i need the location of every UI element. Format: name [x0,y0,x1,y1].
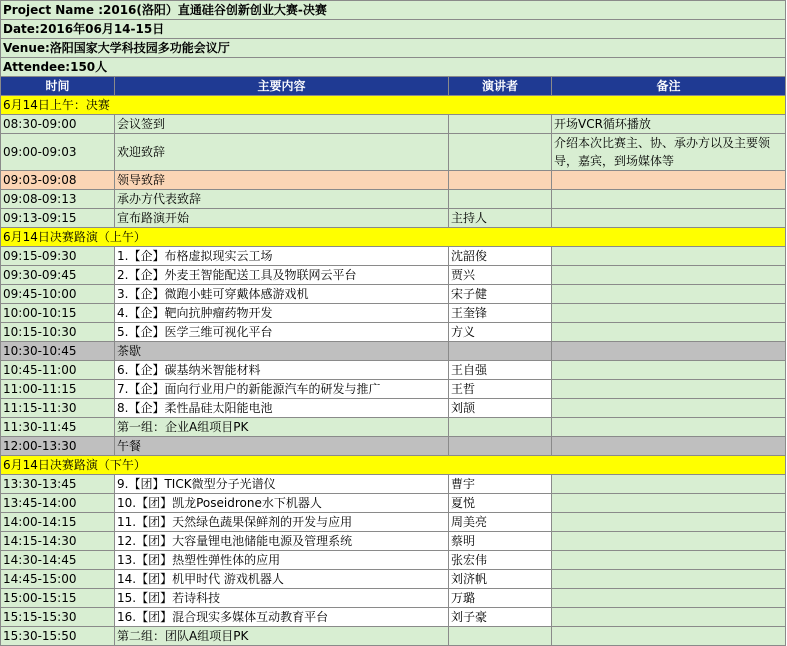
agenda-row [1,627,786,646]
cell-speaker[interactable]: 曹宇 [449,475,552,494]
agenda-row [1,380,786,399]
cell-note[interactable] [552,361,786,380]
cell-time[interactable]: 09:08-09:13 [1,190,115,209]
cell-time[interactable]: 15:30-15:50 [1,627,115,646]
cell-speaker[interactable]: 王哲 [449,380,552,399]
cell-time[interactable]: 09:13-09:15 [1,209,115,228]
section-row [1,228,786,247]
cell-speaker[interactable]: 刘颉 [449,399,552,418]
cell-note[interactable]: 介绍本次比赛主、协、承办方以及主要领导，嘉宾，到场媒体等 [552,134,786,171]
cell-time[interactable]: 15:00-15:15 [1,589,115,608]
project-name[interactable]: Project Name :2016(洛阳）直通硅谷创新创业大赛-决赛 [1,1,786,20]
agenda-row [1,361,786,380]
cell-content[interactable]: 1.【企】布格虚拟现实云工场 [115,247,449,266]
cell-content[interactable]: 11.【团】天然绿色蔬果保鲜剂的开发与应用 [115,513,449,532]
agenda-row [1,570,786,589]
cell-content[interactable]: 第一组：企业A组项目PK [115,418,449,437]
agenda-row [1,589,786,608]
agenda-row [1,437,786,456]
column-header-time[interactable]: 时间 [1,77,115,96]
cell-time[interactable]: 10:45-11:00 [1,361,115,380]
cell-note[interactable] [552,380,786,399]
agenda-row [1,304,786,323]
cell-speaker[interactable]: 主持人 [449,209,552,228]
cell-speaker[interactable]: 王奎锋 [449,304,552,323]
cell-time[interactable]: 14:15-14:30 [1,532,115,551]
cell-content[interactable]: 会议签到 [115,115,449,134]
column-header-content[interactable]: 主要内容 [115,77,449,96]
cell-time[interactable]: 10:00-10:15 [1,304,115,323]
cell-speaker[interactable] [449,437,552,456]
cell-time[interactable]: 14:00-14:15 [1,513,115,532]
agenda-row [1,190,786,209]
cell-time[interactable]: 14:45-15:00 [1,570,115,589]
agenda-row [1,247,786,266]
cell-note[interactable] [552,437,786,456]
agenda-row [1,342,786,361]
cell-content[interactable]: 2.【企】外麦王智能配送工具及物联网云平台 [115,266,449,285]
section-row [1,96,786,115]
agenda-row [1,171,786,190]
cell-time[interactable]: 09:45-10:00 [1,285,115,304]
cell-content[interactable]: 9.【团】TICK微型分子光谱仪 [115,475,449,494]
cell-content[interactable]: 午餐 [115,437,449,456]
cell-speaker[interactable] [449,134,552,171]
cell-speaker[interactable]: 宋子健 [449,285,552,304]
cell-note[interactable] [552,190,786,209]
cell-time[interactable]: 11:00-11:15 [1,380,115,399]
cell-time[interactable]: 15:15-15:30 [1,608,115,627]
cell-time[interactable]: 10:30-10:45 [1,342,115,361]
cell-time[interactable]: 09:00-09:03 [1,134,115,171]
cell-time[interactable]: 11:30-11:45 [1,418,115,437]
cell-content[interactable]: 宣布路演开始 [115,209,449,228]
cell-content[interactable]: 领导致辞 [115,171,449,190]
cell-note[interactable] [552,627,786,646]
cell-speaker[interactable]: 王自强 [449,361,552,380]
cell-note[interactable] [552,418,786,437]
cell-note[interactable] [552,570,786,589]
agenda-row [1,115,786,134]
cell-content[interactable]: 15.【团】若诗科技 [115,589,449,608]
agenda-row [1,209,786,228]
cell-time[interactable]: 10:15-10:30 [1,323,115,342]
cell-speaker[interactable]: 周美亮 [449,513,552,532]
cell-time[interactable]: 13:30-13:45 [1,475,115,494]
cell-content[interactable]: 13.【团】热塑性弹性体的应用 [115,551,449,570]
cell-content[interactable]: 16.【团】混合现实多媒体互动教育平台 [115,608,449,627]
cell-speaker[interactable] [449,627,552,646]
cell-time[interactable]: 09:15-09:30 [1,247,115,266]
cell-speaker[interactable]: 刘子豪 [449,608,552,627]
cell-note[interactable] [552,247,786,266]
cell-content[interactable]: 12.【团】大容量锂电池储能电源及管理系统 [115,532,449,551]
cell-note[interactable] [552,494,786,513]
agenda-row [1,532,786,551]
cell-note[interactable] [552,266,786,285]
agenda-row [1,399,786,418]
event-venue[interactable]: Venue:洛阳国家大学科技园多功能会议厅 [1,39,786,58]
agenda-row [1,608,786,627]
cell-content[interactable]: 4.【企】靶向抗肿瘤药物开发 [115,304,449,323]
cell-speaker[interactable] [449,190,552,209]
cell-note[interactable] [552,285,786,304]
cell-speaker[interactable] [449,342,552,361]
cell-note[interactable] [552,209,786,228]
cell-content[interactable]: 茶歇 [115,342,449,361]
cell-time[interactable]: 11:15-11:30 [1,399,115,418]
cell-speaker[interactable]: 夏悦 [449,494,552,513]
agenda-row [1,323,786,342]
cell-speaker[interactable]: 刘济帆 [449,570,552,589]
cell-note[interactable] [552,323,786,342]
cell-content[interactable]: 8.【企】柔性晶硅太阳能电池 [115,399,449,418]
cell-note[interactable] [552,475,786,494]
event-attendee[interactable]: Attendee:150人 [1,58,786,77]
cell-time[interactable]: 09:03-09:08 [1,171,115,190]
agenda-row [1,551,786,570]
column-header-note[interactable]: 备注 [552,77,786,96]
cell-speaker[interactable]: 蔡明 [449,532,552,551]
cell-note[interactable] [552,342,786,361]
column-header-speaker[interactable]: 演讲者 [449,77,552,96]
cell-time[interactable]: 14:30-14:45 [1,551,115,570]
cell-speaker[interactable]: 方义 [449,323,552,342]
cell-note[interactable]: 开场VCR循环播放 [552,115,786,134]
agenda-row [1,494,786,513]
event-date[interactable]: Date:2016年06月14-15日 [1,20,786,39]
cell-time[interactable]: 13:45-14:00 [1,494,115,513]
section-title[interactable]: 6月14日上午：决赛 [1,96,786,115]
cell-note[interactable] [552,532,786,551]
cell-speaker[interactable] [449,171,552,190]
cell-content[interactable]: 7.【企】面向行业用户的新能源汽车的研发与推广 [115,380,449,399]
agenda-row [1,285,786,304]
cell-note[interactable] [552,589,786,608]
cell-note[interactable] [552,551,786,570]
agenda-row [1,418,786,437]
cell-content[interactable]: 5.【企】医学三维可视化平台 [115,323,449,342]
cell-time[interactable]: 08:30-09:00 [1,115,115,134]
agenda-row [1,134,786,171]
cell-speaker[interactable]: 贾兴 [449,266,552,285]
cell-speaker[interactable] [449,115,552,134]
cell-speaker[interactable]: 万璐 [449,589,552,608]
cell-content[interactable]: 欢迎致辞 [115,134,449,171]
cell-time[interactable]: 12:00-13:30 [1,437,115,456]
cell-content[interactable]: 承办方代表致辞 [115,190,449,209]
cell-speaker[interactable]: 张宏伟 [449,551,552,570]
cell-content[interactable]: 14.【团】机甲时代 游戏机器人 [115,570,449,589]
cell-note[interactable] [552,513,786,532]
section-title[interactable]: 6月14日决赛路演（上午） [1,228,786,247]
cell-content[interactable]: 3.【企】微跑小蛙可穿戴体感游戏机 [115,285,449,304]
cell-speaker[interactable] [449,418,552,437]
agenda-row [1,266,786,285]
cell-note[interactable] [552,399,786,418]
section-row [1,456,786,475]
cell-content[interactable]: 10.【团】凯龙Poseidrone水下机器人 [115,494,449,513]
agenda-row [1,475,786,494]
agenda-row [1,513,786,532]
cell-note[interactable] [552,171,786,190]
cell-content[interactable]: 第二组：团队A组项目PK [115,627,449,646]
cell-note[interactable] [552,304,786,323]
cell-content[interactable]: 6.【企】碳基纳米智能材料 [115,361,449,380]
cell-speaker[interactable]: 沈韶俊 [449,247,552,266]
column-header-row [1,77,786,96]
cell-note[interactable] [552,608,786,627]
cell-time[interactable]: 09:30-09:45 [1,266,115,285]
section-title[interactable]: 6月14日决赛路演（下午） [1,456,786,475]
